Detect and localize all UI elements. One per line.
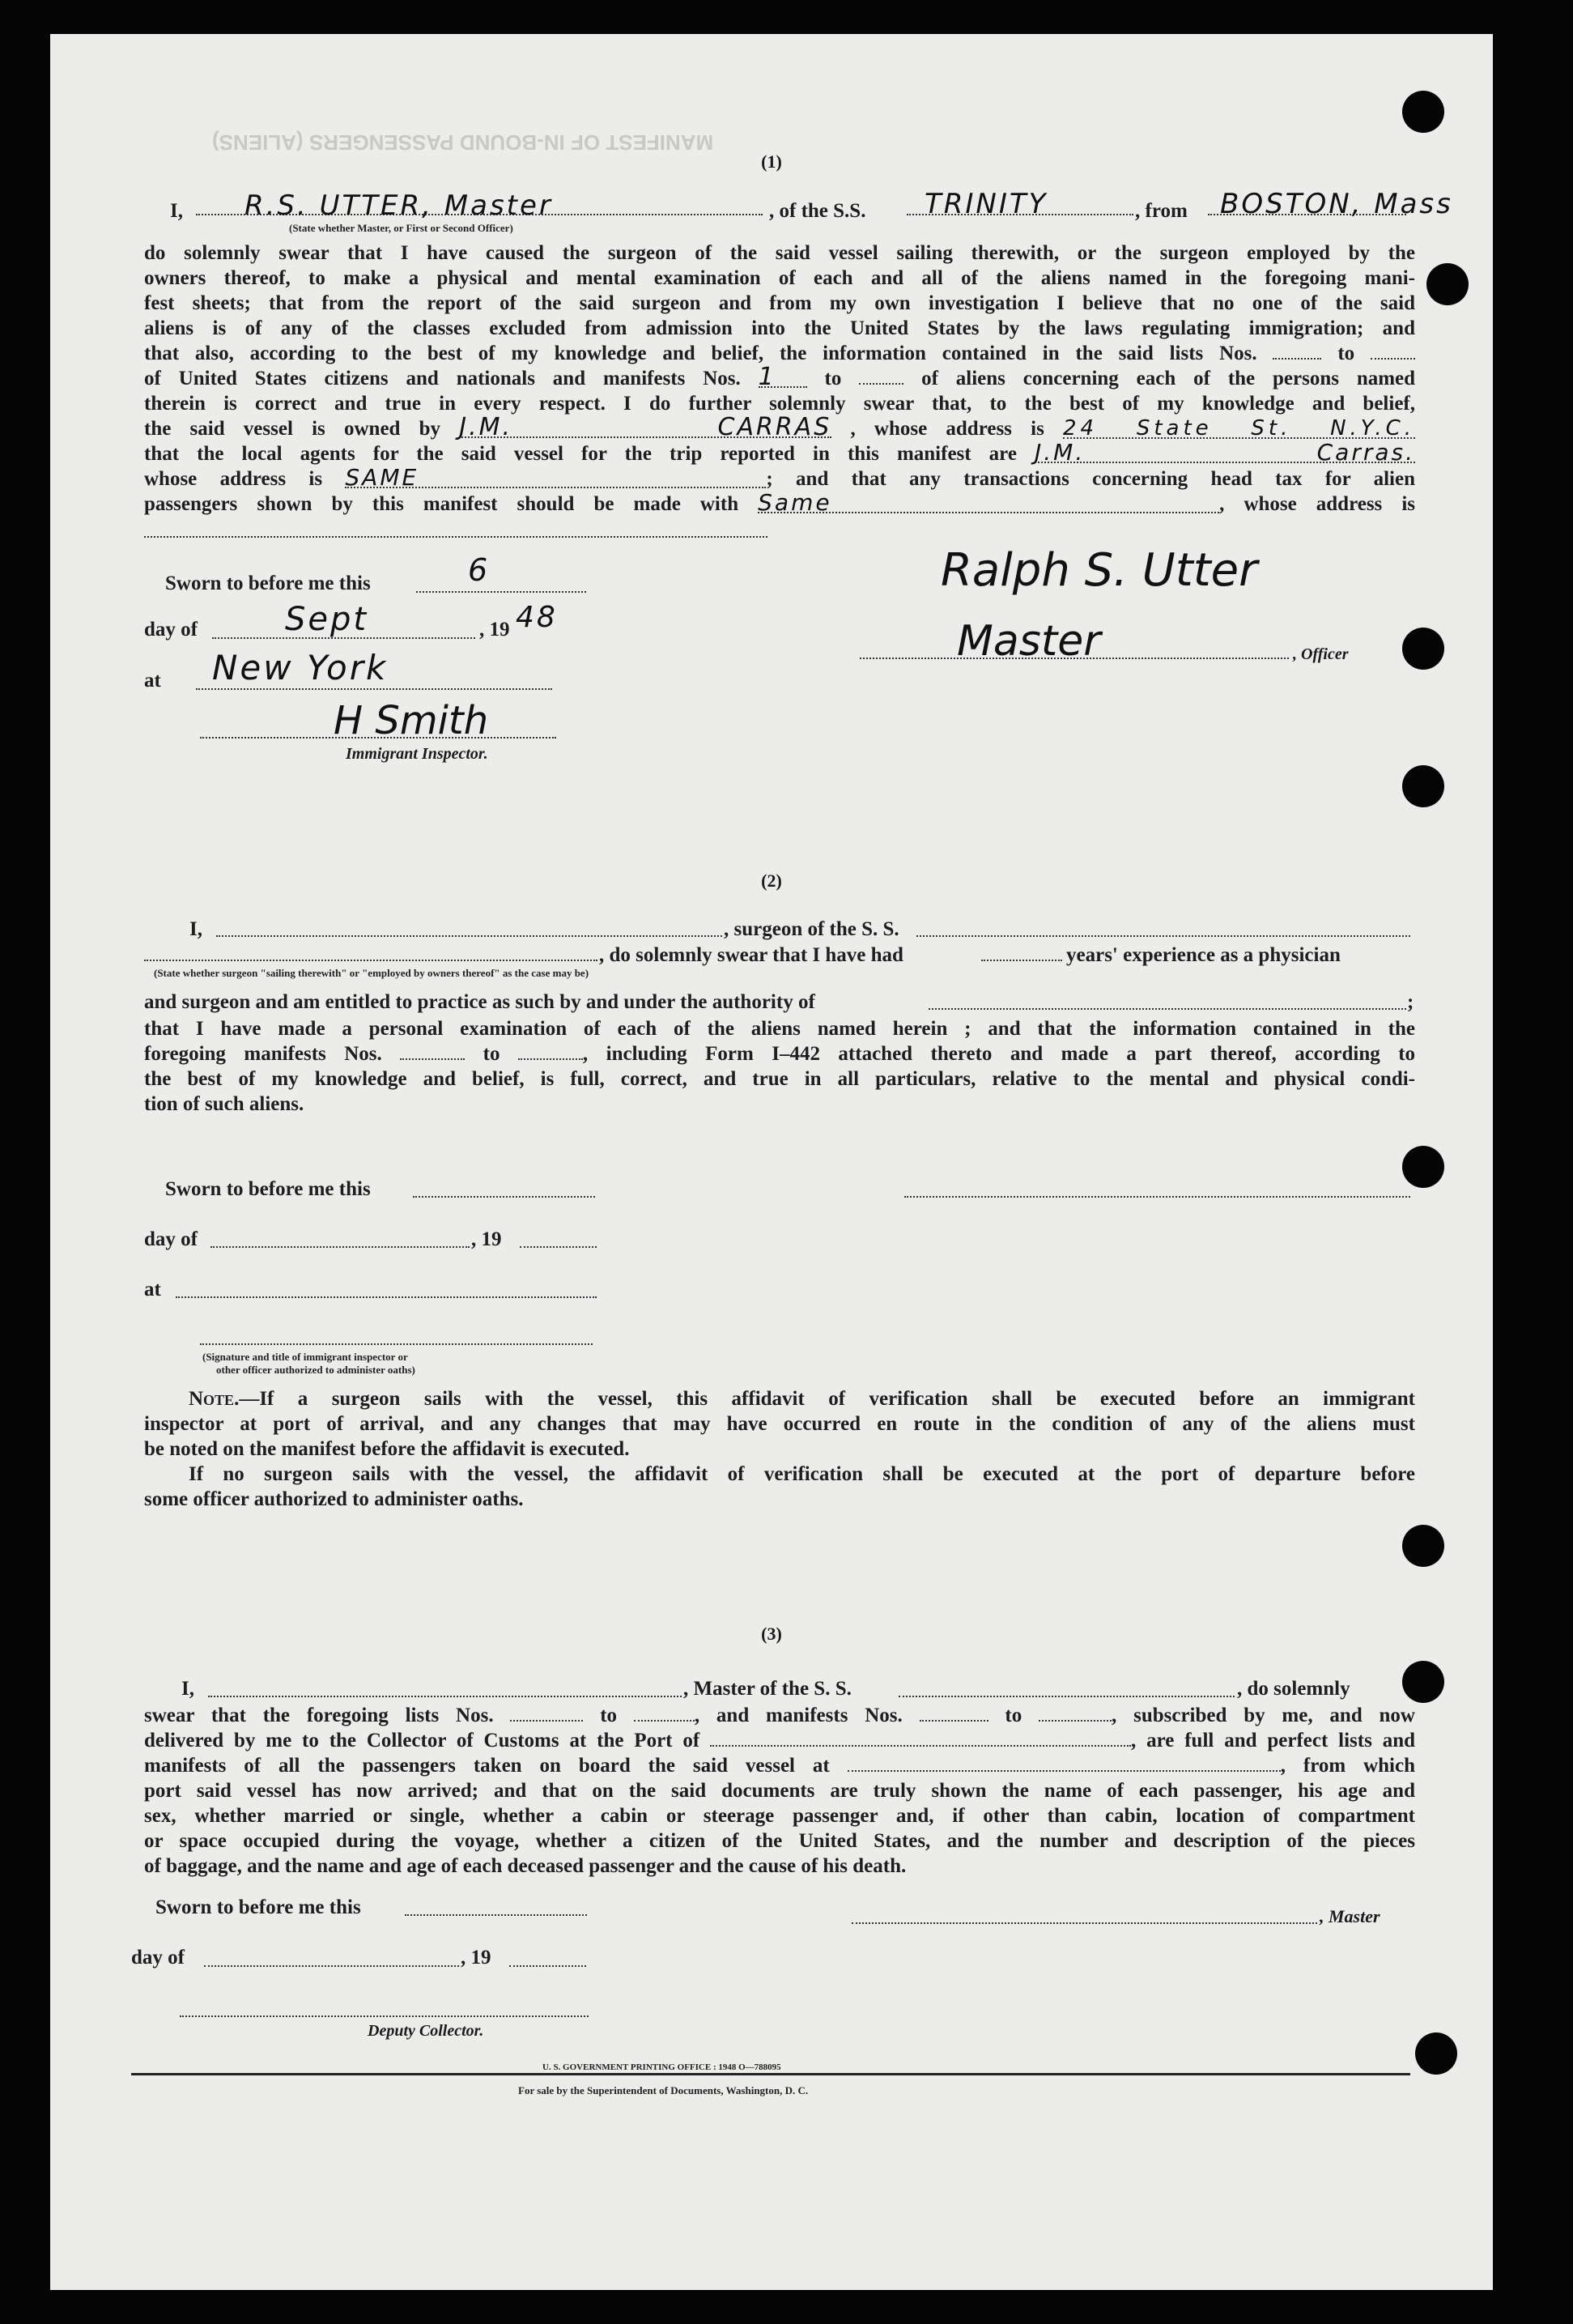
from-label: , from: [1135, 200, 1188, 222]
sec2-l5b: to: [483, 1043, 500, 1065]
sec1-line-3: fest sheets; that from the report of the said surgeon and from my own investigation I believe that no one of the said: [144, 292, 1415, 314]
sec2-officer-signature-line: [200, 1343, 593, 1345]
officer-signature: Ralph S. Utter: [941, 544, 1258, 597]
month-handwritten: Sept: [285, 601, 369, 638]
note-line-4: If no surgeon sails with the vessel, the affidavit of verification shall be executed at the port of departure before: [189, 1463, 1415, 1485]
sec3-sworn-day-line: [405, 1914, 587, 1916]
owner-address-handwritten: 24 State St. N.Y.C.: [1063, 416, 1415, 441]
sec1-l6c: of aliens concerning each of the persons named: [921, 368, 1416, 389]
sec2-day-of-label: day of: [144, 1228, 198, 1250]
surgeon-status-line: [144, 960, 597, 961]
binder-hole: [1402, 765, 1444, 807]
sec3-l2a: swear that the foregoing lists Nos.: [144, 1705, 494, 1726]
sec1-sworn-label: Sworn to before me this: [165, 572, 371, 594]
sec2-line-4: that I have made a personal examination of each of the aliens named herein ; and that the information contained in the: [144, 1018, 1415, 1040]
note-line-1: [144, 1386, 1415, 1411]
sec2-l5c: , including Form I–442 attached thereto and made a part thereof, according to: [582, 1043, 1416, 1065]
sec2-place-line: [176, 1296, 597, 1298]
sec1-sworn-day-line: [416, 591, 586, 593]
section-1-number: (1): [761, 151, 782, 172]
sec1-line-1: do solemnly swear that I have caused the surgeon of the said vessel sailing therewith, or the surgeon employed by the: [144, 242, 1415, 264]
sec3-l4a: manifests of all the passengers taken on board the said vessel at: [144, 1755, 830, 1777]
sec3-line-3: [144, 1728, 1415, 1753]
sec2-month-line: [210, 1246, 470, 1248]
note-line-3: be noted on the manifest before the affidavit is executed.: [144, 1438, 630, 1460]
sec2-solemnly: , do solemnly swear that I have had: [599, 944, 903, 966]
sec3-l2e: , subscribed by me, and now: [1112, 1705, 1415, 1726]
sec3-year-line: [509, 1965, 586, 1967]
sec1-l6a: of United States citizens and nationals and manifests Nos.: [144, 368, 741, 389]
sec1-l8b: , whose address is: [850, 418, 1044, 440]
binder-hole: [1402, 1661, 1444, 1703]
sec3-vessel-line: [899, 1696, 1235, 1697]
sec1-at-label: at: [144, 670, 161, 692]
sworn-day-handwritten: 6: [468, 552, 491, 588]
agent-handwritten: J.M. Carras.: [1035, 439, 1416, 466]
section-3-paragraph: [144, 1703, 1415, 1879]
sec1-i: I,: [170, 200, 183, 222]
note-paragraph: [144, 1386, 1415, 1512]
sec1-l5a: that also, according to the best of my knowledge and belief, the information contained in the said lists Nos.: [144, 343, 1257, 364]
sec3-l4b: , from which: [1280, 1755, 1416, 1777]
gpo-imprint: U. S. GOVERNMENT PRINTING OFFICE : 1948 O—788095: [542, 2062, 781, 2072]
sec3-master-signature-line: [852, 1922, 1317, 1924]
authority-line: [929, 1008, 1406, 1010]
sec3-day-of-label: day of: [131, 1947, 185, 1969]
surgeon-vessel-line: [916, 935, 1410, 937]
sec3-line-4: [144, 1753, 1415, 1778]
sec3-l2d: to: [1005, 1705, 1022, 1726]
headtax-handwritten: Same: [758, 494, 1219, 513]
sec1-line-7: therein is correct and true in every respect. I do further solemnly swear that, to the best of my knowledge and belief,: [144, 393, 1415, 415]
section-1-paragraph: [144, 240, 1415, 517]
binder-hole: [1402, 1146, 1444, 1188]
owner-handwritten: J.M. CARRAS: [459, 413, 832, 441]
sec1-l6b: to: [824, 368, 842, 389]
sec1-year-prefix: , 19: [479, 619, 510, 641]
place-handwritten: New York: [212, 648, 389, 687]
sec1-l10b: ; and that any transactions concerning head tax for alien: [766, 468, 1415, 490]
sec3-master-name-line: [208, 1696, 682, 1697]
surgeon-name-line: [216, 935, 722, 937]
sec1-line-2: owners thereof, to make a physical and mental examination of each and all of the aliens named in the foregoing mani-: [144, 267, 1415, 289]
sec2-at-label: at: [144, 1279, 161, 1300]
sec1-place-line: [196, 688, 552, 690]
sec1-l10a: whose address is: [144, 468, 323, 490]
section-2-paragraph: [144, 1016, 1415, 1117]
sec3-l2c: , and manifests Nos.: [694, 1705, 903, 1726]
sec3-i: I,: [181, 1678, 194, 1700]
note-label: Note.: [189, 1388, 240, 1410]
years-experience-line: [981, 960, 1062, 961]
sec2-i: I,: [189, 918, 202, 940]
sec1-extra-address-line: [144, 536, 767, 538]
sec3-line-2: [144, 1703, 1415, 1728]
sec1-line-4: aliens is of any of the classes excluded from admission into the United States by the laws regulating immigration; and: [144, 317, 1415, 339]
departure-port-handwritten: BOSTON, Mass: [1220, 188, 1453, 220]
sec2-l5a: foregoing manifests Nos.: [144, 1043, 382, 1065]
footer-rule: [131, 2073, 1410, 2075]
sec2-line-7: tion of such aliens.: [144, 1093, 304, 1115]
agent-address-handwritten: SAME: [345, 469, 766, 488]
deputy-collector-caption: Deputy Collector.: [368, 2022, 484, 2040]
binder-hole: [1402, 1525, 1444, 1567]
note-text-1: —If a surgeon sails with the vessel, this affidavit of verification shall be executed before an immigrant: [239, 1388, 1415, 1410]
sec1-l5b: to: [1337, 343, 1355, 364]
sec3-l2b: to: [600, 1705, 618, 1726]
sec3-line-7: or space occupied during the voyage, whether a citizen of the United States, and the number and description of the pieces: [144, 1830, 1415, 1852]
sec1-day-of-label: day of: [144, 619, 198, 641]
officer-label: , Officer: [1293, 645, 1349, 663]
sec1-line-5: [144, 341, 1415, 366]
sec1-line-6: [144, 363, 1416, 391]
sale-notice: For sale by the Superintendent of Documents, Washington, D. C.: [518, 2084, 809, 2096]
rank-caption: (State whether Master, or First or Second Officer): [289, 222, 513, 234]
sec1-line-9: [144, 441, 1415, 466]
sec3-year-prefix: , 19: [461, 1947, 491, 1969]
note-line-2: inspector at port of arrival, and any changes that may have occurred en route in the condition of any of the aliens must: [144, 1413, 1415, 1435]
sec2-signature-line: [904, 1196, 1410, 1198]
inspector-signature: H Smith: [334, 698, 489, 743]
sec1-line-11: [144, 489, 1415, 517]
sec3-sworn-label: Sworn to before me this: [155, 1896, 361, 1918]
surgeon-caption: (State whether surgeon "sailing therewith" or "employed by owners thereof" as the case may be): [154, 967, 589, 979]
sec2-line-6: the best of my knowledge and belief, is full, correct, and true in all particulars, relative to the mental and physical condi-: [144, 1068, 1415, 1090]
binder-hole: [1415, 2032, 1457, 2075]
bleed-through-header: MANIFEST OF IN-BOUND PASSENGERS (ALIENS): [212, 130, 714, 155]
sec2-year-prefix: , 19: [471, 1228, 502, 1250]
document-page: [50, 34, 1493, 2290]
sec2-surgeon-of-ss: , surgeon of the S. S.: [724, 918, 899, 940]
sec2-years: years' experience as a physician: [1066, 944, 1341, 966]
sec1-l9a: that the local agents for the said vessel for the trip reported in this manifest are: [144, 443, 1017, 465]
sec2-sworn-day-line: [413, 1196, 595, 1198]
sec3-master-of-ss: , Master of the S. S.: [683, 1678, 852, 1700]
section-2-number: (2): [761, 870, 782, 891]
sec3-l3a: delivered by me to the Collector of Customs at the Port of: [144, 1730, 700, 1752]
section-3-number: (3): [761, 1624, 782, 1644]
sec2-year-line: [520, 1246, 597, 1248]
sec3-l3b: , are full and perfect lists and: [1131, 1730, 1415, 1752]
sec2-sig-caption-2: other officer authorized to administer oaths): [216, 1364, 415, 1376]
inspector-caption: Immigrant Inspector.: [346, 745, 488, 763]
sec3-line-8: of baggage, and the name and age of each deceased passenger and the cause of his death.: [144, 1855, 907, 1877]
master-name-handwritten: R.S. UTTER, Master: [244, 189, 553, 222]
deputy-collector-line: [180, 2015, 589, 2017]
officer-title-handwritten: Master: [957, 617, 1101, 666]
of-the-ss-label: , of the S.S.: [769, 200, 866, 222]
year-handwritten: 48: [516, 601, 558, 634]
sec2-sworn-label: Sworn to before me this: [165, 1178, 371, 1200]
binder-hole: [1402, 91, 1444, 133]
sec3-line-6: sex, whether married or single, whether a cabin or steerage passenger and, if other than cabin, location of compartment: [144, 1805, 1415, 1827]
sec3-master-label: , Master: [1320, 1906, 1380, 1926]
sec2-sig-caption-1: (Signature and title of immigrant inspector or: [202, 1351, 408, 1363]
sec1-l8a: the said vessel is owned by: [144, 418, 441, 440]
sec2-line-3: and surgeon and am entitled to practice as such by and under the authority of: [144, 991, 815, 1013]
sec2-line-5: [144, 1041, 1415, 1066]
vessel-name-handwritten: TRINITY: [925, 188, 1048, 220]
sec1-line-8: [144, 413, 1415, 441]
sec3-month-line: [204, 1965, 459, 1967]
sec1-l11a: passengers shown by this manifest should be made with: [144, 493, 739, 515]
sec3-solemnly: , do solemnly: [1237, 1678, 1350, 1700]
manifest-from-handwritten: 1: [759, 368, 807, 388]
sec3-line-5: port said vessel has now arrived; and that on the said documents are truly shown the name of each passenger, his age and: [144, 1780, 1415, 1802]
sec1-line-10: [144, 466, 1415, 492]
binder-hole: [1426, 263, 1469, 305]
binder-hole: [1402, 628, 1444, 670]
sec1-l11b: , whose address is: [1219, 493, 1415, 515]
sec2-semicolon: ;: [1407, 991, 1414, 1013]
note-line-5: some officer authorized to administer oaths.: [144, 1488, 524, 1510]
